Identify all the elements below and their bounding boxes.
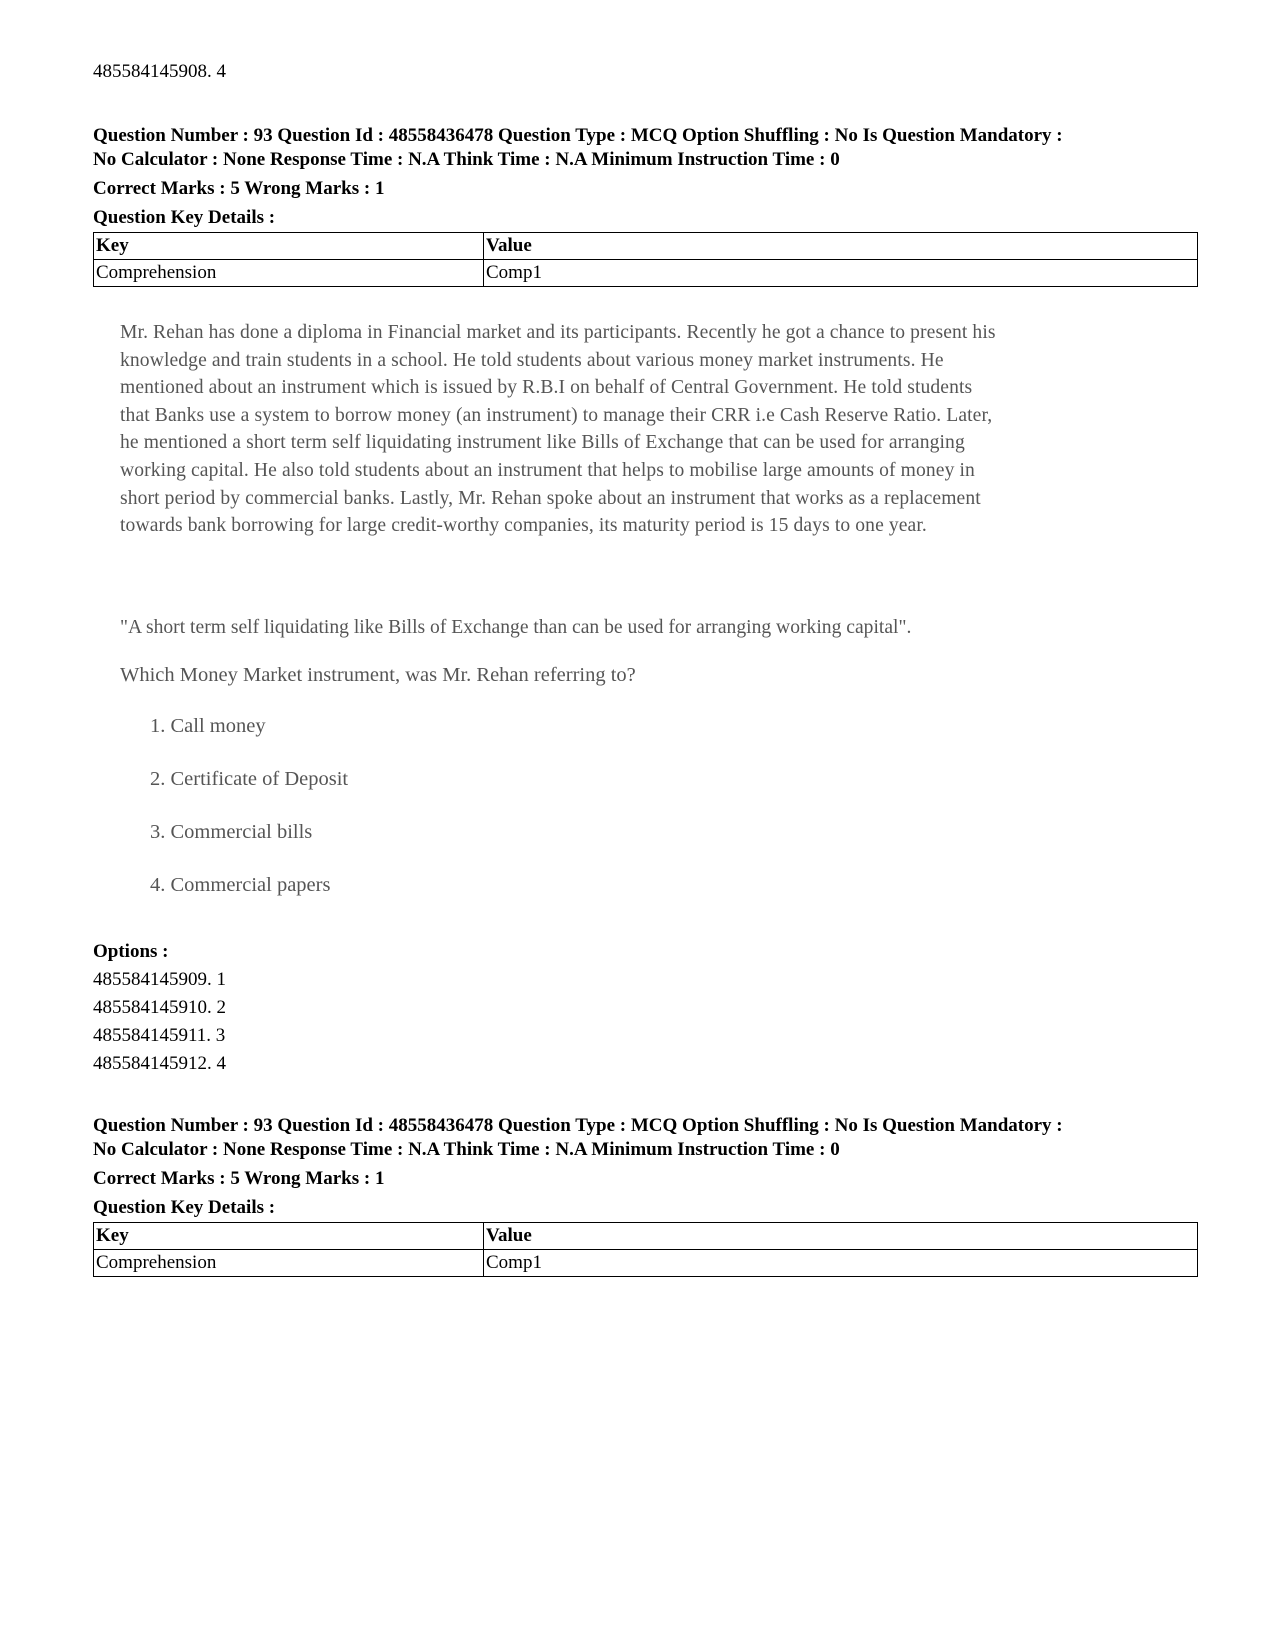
table-header-cell: Value: [484, 233, 1198, 260]
question-meta-line: No Calculator : None Response Time : N.A Think Time : N.A Minimum Instruction Time : 0: [93, 149, 840, 170]
answer-choice: 4. Commercial papers: [150, 874, 331, 896]
passage-line: mentioned about an instrument which is issued by R.B.I on behalf of Central Government. He told students: [120, 377, 973, 399]
table-header-cell: Key: [94, 233, 484, 260]
question-quote: "A short term self liquidating like Bills of Exchange than can be used for arranging working capital".: [120, 617, 912, 638]
option-item: 485584145909. 1: [93, 969, 226, 990]
question-block: [93, 124, 1198, 287]
passage-line: towards bank borrowing for large credit-worthy companies, its maturity period is 15 days to one year.: [120, 515, 927, 537]
passage-line: Mr. Rehan has done a diploma in Financial market and its participants. Recently he got a chance to present his: [120, 322, 996, 343]
marks-line: Correct Marks : 5 Wrong Marks : 1: [93, 178, 385, 199]
table-header-cell: Value: [484, 1223, 1198, 1250]
passage-line: that Banks use a system to borrow money (an instrument) to manage their CRR i.e Cash Reserve Ratio. Later,: [120, 404, 993, 426]
question-meta-line: Question Number : 93 Question Id : 48558436478 Question Type : MCQ Option Shuffling : No Is Question Mandatory :: [93, 1115, 1063, 1136]
question-meta-line: Question Number : 93 Question Id : 48558436478 Question Type : MCQ Option Shuffling : No Is Question Mandatory :: [93, 125, 1063, 146]
table-row: [94, 260, 1198, 287]
key-details-table: [93, 232, 1198, 287]
table-header-row: [94, 1223, 1198, 1250]
key-details-table: [93, 1222, 1198, 1277]
comprehension-passage: [120, 319, 1180, 540]
comprehension-scan: [120, 319, 1180, 896]
passage-line: he mentioned a short term self liquidating instrument like Bills of Exchange that can be used for arranging: [120, 432, 965, 454]
question-meta: [93, 124, 1198, 172]
table-header-row: [94, 233, 1198, 260]
answer-choice: 3. Commercial bills: [150, 821, 313, 843]
table-cell: Comp1: [484, 1250, 1198, 1277]
table-row: [94, 1250, 1198, 1277]
question-prompt: Which Money Market instrument, was Mr. Rehan referring to?: [120, 664, 636, 686]
option-item: 485584145911. 3: [93, 1025, 226, 1046]
previous-option-line: 485584145908. 4: [93, 61, 226, 82]
passage-line: working capital. He also told students about an instrument that helps to mobilise large amounts of money in: [120, 459, 975, 481]
option-item: 485584145912. 4: [93, 1053, 226, 1074]
options-label: Options :: [93, 941, 169, 962]
question-meta: [93, 1114, 1198, 1162]
marks-line: Correct Marks : 5 Wrong Marks : 1: [93, 1168, 385, 1189]
key-details-label: Question Key Details :: [93, 207, 276, 228]
table-header-cell: Key: [94, 1223, 484, 1250]
passage-line: short period by commercial banks. Lastly, Mr. Rehan spoke about an instrument that works as a replacement: [120, 487, 981, 509]
answer-choices: [150, 714, 348, 926]
answer-choice: 2. Certificate of Deposit: [150, 768, 349, 790]
table-cell: Comprehension: [94, 260, 484, 287]
passage-line: knowledge and train students in a school. He told students about various money market instruments. He: [120, 349, 944, 371]
key-details-label: Question Key Details :: [93, 1197, 276, 1218]
table-cell: Comp1: [484, 260, 1198, 287]
table-cell: Comprehension: [94, 1250, 484, 1277]
answer-choice: 1. Call money: [150, 715, 266, 737]
question-block: [93, 1114, 1198, 1277]
question-meta-line: No Calculator : None Response Time : N.A Think Time : N.A Minimum Instruction Time : 0: [93, 1139, 840, 1160]
options-list: [93, 968, 226, 1080]
option-item: 485584145910. 2: [93, 997, 226, 1018]
